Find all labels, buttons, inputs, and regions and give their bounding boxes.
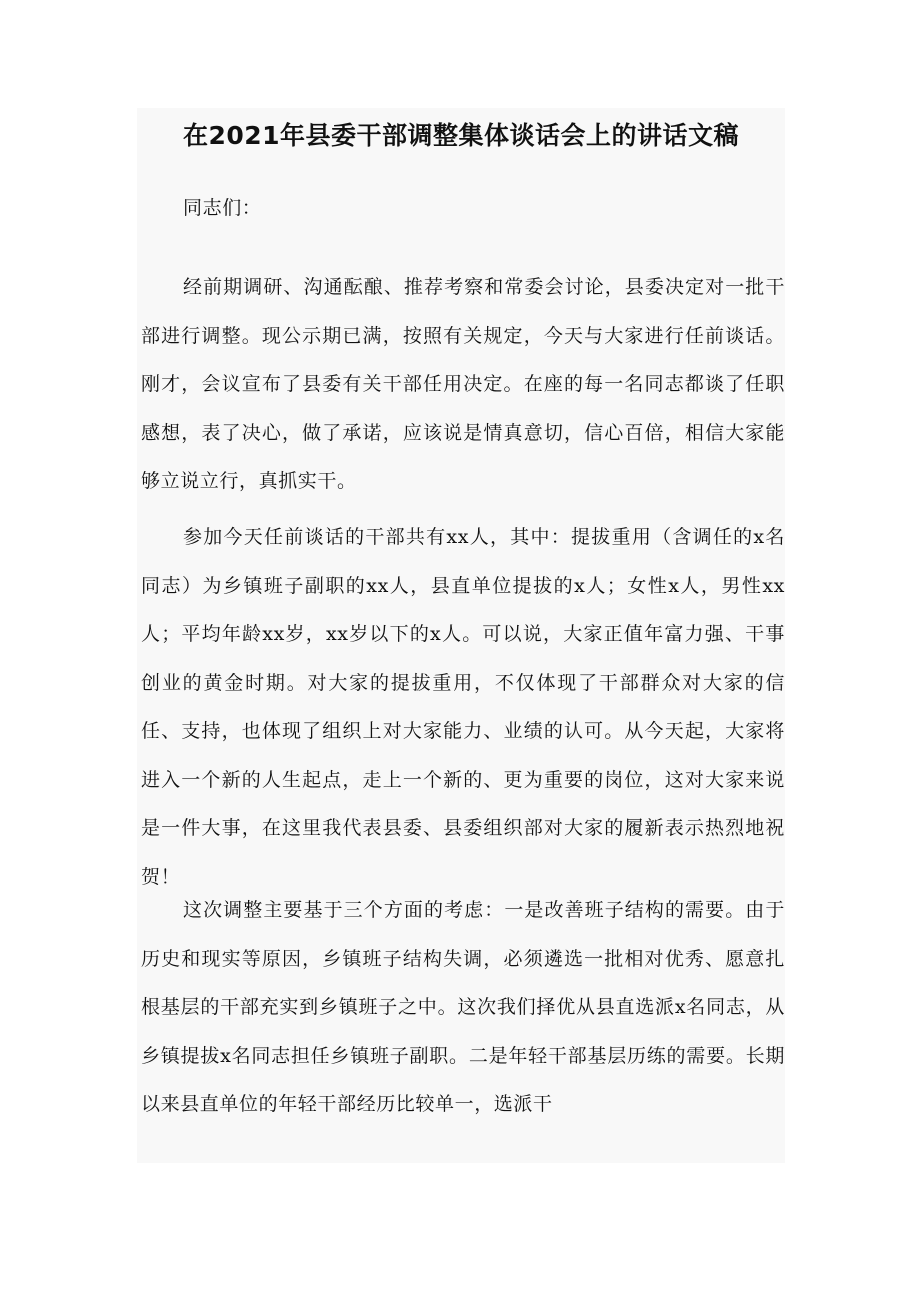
document-title: 在2021年县委干部调整集体谈话会上的讲话文稿	[182, 121, 740, 150]
paragraph-3: 这次调整主要基于三个方面的考虑：一是改善班子结构的需要。由于历史和现实等原因，乡镇班子结构失调，必须遴选一批相对优秀、愿意扎根基层的干部充实到乡镇班子之中。这次我们择优从县直选派x名同志，从乡镇提拔x名同志担任乡镇班子副职。二是年轻干部基层历练的需要。长期以来县直单位的年轻干部经历比较单一，选派干	[141, 899, 785, 1115]
document-page	[137, 108, 785, 1163]
paragraph-2: 参加今天任前谈话的干部共有xx人，其中：提拔重用（含调任的x名同志）为乡镇班子副职的xx人，县直单位提拔的x人；女性x人，男性xx人；平均年龄xx岁，xx岁以下的x人。可以说，大家正值年富力强、干事创业的黄金时期。对大家的提拔重用，不仅体现了干部群众对大家的信任、支持，也体现了组织上对大家能力、业绩的认可。从今天起，大家将进入一个新的人生起点，走上一个新的、更为重要的岗位，这对大家来说是一件大事，在这里我代表县委、县委组织部对大家的履新表示热烈地祝贺！	[141, 526, 785, 888]
greeting: 同志们：	[183, 197, 262, 219]
paragraph-1: 经前期调研、沟通酝酿、推荐考察和常委会讨论，县委决定对一批干部进行调整。现公示期已满，按照有关规定，今天与大家进行任前谈话。刚才，会议宣布了县委有关干部任用决定。在座的每一名同志都谈了任职感想，表了决心，做了承诺，应该说是情真意切，信心百倍，相信大家能够立说立行，真抓实干。	[141, 276, 785, 492]
